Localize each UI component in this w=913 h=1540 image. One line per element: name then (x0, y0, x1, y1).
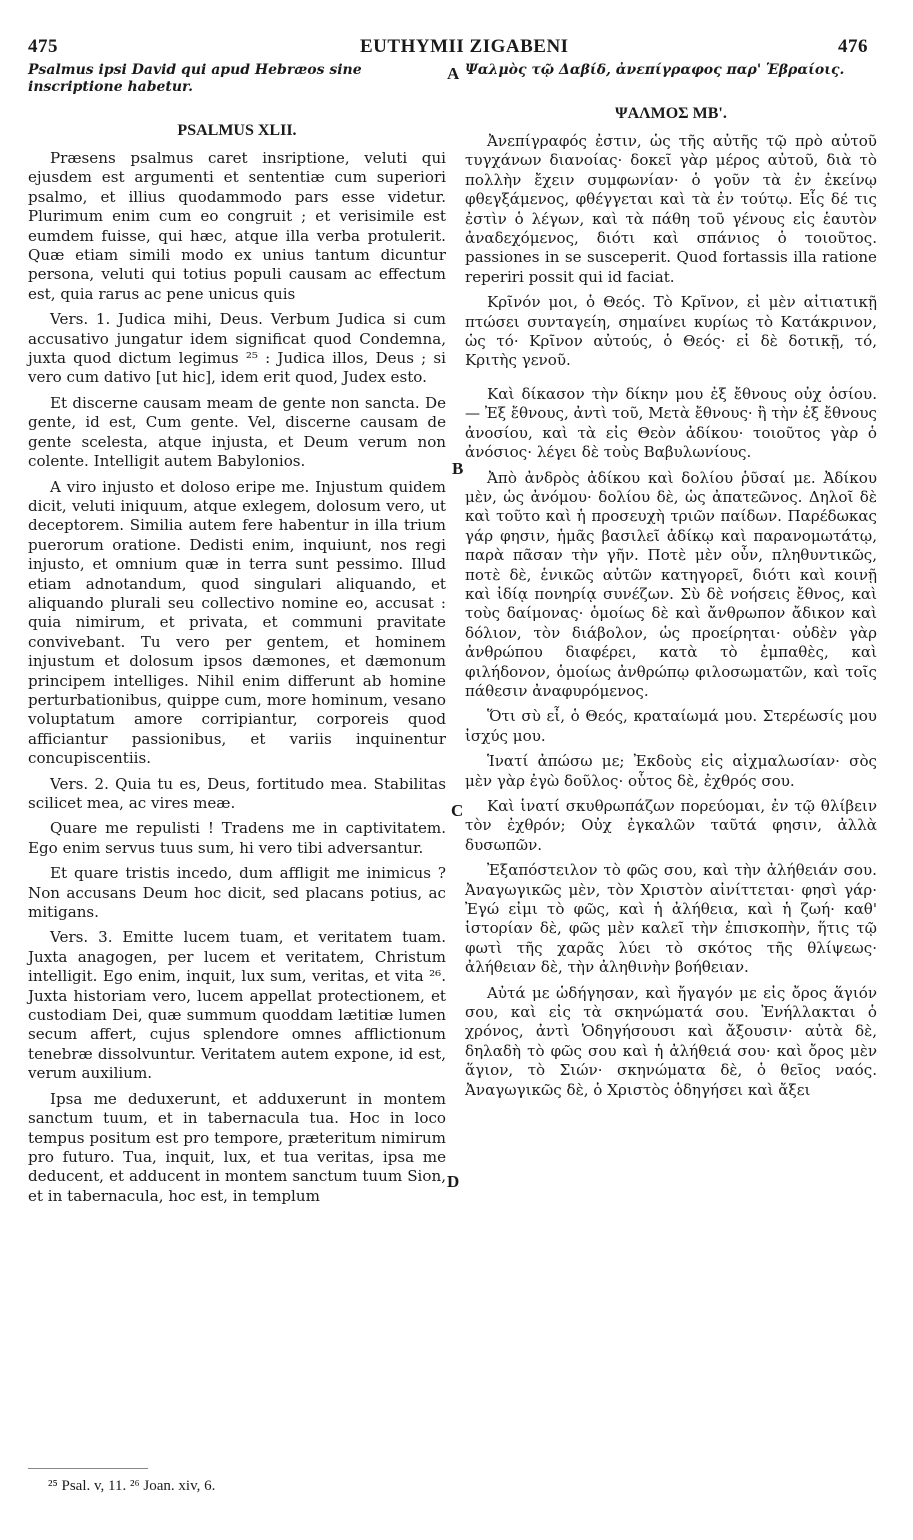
greek-paragraph: Ὅτι σὺ εἶ, ὁ Θεός, κραταίωμά μου. Στερέωσίς μου ἰσχύς μου. (465, 707, 877, 745)
latin-psalm-title: PSALMUS XLII. (177, 122, 297, 139)
latin-column (28, 62, 446, 1212)
greek-paragraph: Ἀπὸ ἀνδρὸς ἀδίκου καὶ δολίου ῥῦσαί με. Ἀδίκου μὲν, ὡς ἀνόμου· δολίου δὲ, ὡς ἀπατεῶνος. Δηλοῖ δὲ καὶ τοῦτο καὶ ἡ προσευχὴ τριῶν παίδων. Παρέδωκας γάρ φησιν, ἡμᾶς βασιλεῖ ἀδίκῳ καὶ παρανομωτάτῳ, παρὰ πᾶσαν τὴν γῆν. Ποτὲ μὲν οὖν, πληθυντικῶς, ποτὲ δὲ, ἑνικῶς αὐτῶν κατηγορεῖ, διότι καὶ κοινῇ καὶ ἰδίᾳ πονηρίᾳ συνέζων. Σὺ δὲ νοήσεις ἔθνος, καὶ τοὺς δαίμονας· ὁμοίως δὲ καὶ ἄνθρωπον ἄδικον καὶ δόλιον, τὸν διάβολον, ὡς προείρηται· οὐδὲν γὰρ ἀνθρώπου διαφέρει, κατὰ τὸ ἐμπαθὲς, καὶ φιλήδονον, ὁμοίως ἀνθρώπῳ φιλοσωματῶν, καὶ τοῖς πάθεσιν ἀναφυρόμενος. (465, 468, 877, 700)
margin-letter-a: A (447, 64, 460, 83)
greek-paragraph: Καὶ δίκασον τὴν δίκην μου ἐξ ἔθνους οὐχ ὁσίου. — Ἐξ ἔθνους, ἀντὶ τοῦ, Μετὰ ἔθνους· ἢ τὴν ἐξ ἔθνους ἀνοσίου, καὶ τὰ εἰς Θεὸν ἀδίκου· τοιοῦτος γὰρ ὁ ἀνόσιος· λέγει δὲ τοὺς Βαβυλωνίους. (465, 384, 877, 462)
latin-paragraph: Quare me repulisti ! Tradens me in captivitatem. Ego enim servus tuus sum, hi vero tibi adversantur. (28, 819, 446, 857)
footnotes: ²⁵ Psal. v, 11. ²⁶ Joan. xiv, 6. (48, 1478, 216, 1494)
greek-column (465, 62, 877, 1106)
greek-paragraph: Αὐτά με ὡδήγησαν, καὶ ἤγαγόν με εἰς ὄρος ἅγιόν σου, καὶ εἰς τὰ σκηνώματά σου. Ἐνήλλακται ὁ χρόνος, ἀντὶ Ὁδηγήσουσι καὶ ἄξουσιν· αὐτὰ δὲ, δηλαδὴ τὸ φῶς σου καὶ ἡ ἀλήθειά σου· καὶ ὄρος μὲν ἅγιον, τὸ Σιών· σκηνώματα δὲ, ὁ θεῖος ναός. Ἀναγωγικῶς δὲ, ὁ Χριστὸς ὁδηγήσει καὶ ἄξει (465, 983, 877, 1099)
page-number-right: 476 (838, 36, 868, 57)
greek-paragraph: Κρῖνόν μοι, ὁ Θεός. Τὸ Κρῖνον, εἰ μὲν αἰτιατικῇ πτώσει συνταγείη, σημαίνει κυρίως τὸ Κατάκρινον, ὡς τό· Κρῖνον αὐτούς, ὁ Θεός· εἰ δὲ δοτικῇ, τό, Κριτὴς γενοῦ. (465, 293, 877, 370)
latin-paragraph: Vers. 3. Emitte lucem tuam, et veritatem tuam. Juxta anagogen, per lucem et veritatem, Christum intelligit. Ego enim, inquit, lux sum, veritas, et vita ²⁶. Juxta historiam vero, lucem appellat protectionem, et custodiam Dei, quæ summum quoddam lætitiæ lumen secum affert, cujus splendore omnes afflictionum tenebræ dissolvuntur. Veritatem autem expone, id est, verum auxilium. (28, 928, 446, 1083)
greek-paragraph: Καὶ ἱνατί σκυθρωπάζων πορεύομαι, ἐν τῷ θλίβειν τὸν ἐχθρόν; Οὐχ ἐγκαλῶν ταῦτά φησιν, ἀλλὰ δυσωπῶν. (465, 797, 877, 854)
latin-paragraph: Et discerne causam meam de gente non sancta. De gente, id est, Cum gente. Vel, discerne causam de gente scelesta, atque injusta, et Deum verum non colente. Intelligit autem Babylonios. (28, 393, 446, 471)
latin-paragraph: Ipsa me deduxerunt, et adduxerunt in montem sanctum tuum, et in tabernacula tua. Hoc in loco tempus positum est pro tempore, præteritum nimirum pro futuro. Tua, inquit, lux, et tua veritas, ipsa me deducent, et adducent in montem sanctum tuum Sion, et in tabernacula, hoc est, in templum (28, 1089, 446, 1205)
greek-psalm-title: ΨΑΛΜΟΣ ΜΒ'. (615, 105, 727, 122)
page-number-left: 475 (28, 36, 58, 57)
margin-letter-c: C (451, 801, 464, 820)
greek-paragraph: Ἱνατί ἀπώσω με; Ἐκδοὺς εἰς αἰχμαλωσίαν· σὸς μὲν γὰρ ἐγὼ δοῦλος· οὗτος δὲ, ἐχθρός σου. (465, 752, 877, 790)
latin-paragraph: Præsens psalmus caret insriptione, veluti qui ejusdem est argumenti et sententiæ cum superiori psalmo, et illius quodammodo pars esse videtur. Plurimum enim cum eo congruit ; et verisimile est eumdem fuisse, qui hæc, atque illa verba protulerit. Quæ etiam simili modo ex unius tantum dicuntur persona, veluti qui totius populi causam ac effectum est, quia rarus ac pene unicus quis (28, 149, 446, 303)
latin-paragraph: Et quare tristis incedo, dum affligit me inimicus ? Non accusans Deum hoc dicit, sed placans potius, ac mitigans. (28, 864, 446, 922)
footnote-rule (28, 1468, 148, 1469)
greek-paragraph: Ἀνεπίγραφός ἐστιν, ὡς τῆς αὐτῆς τῷ πρὸ αὐτοῦ τυγχάνων διανοίας· δοκεῖ γὰρ μέρος αὐτοῦ, διὰ τὸ πολλὴν ἔχειν συμφωνίαν· ὁ γοῦν τὰ ἐν ἐκείνῳ φθεγξάμενος, φθέγγεται καὶ τὰ ἐν τούτῳ. Εἷς δέ τις ἐστὶν ὁ λέγων, καὶ τὰ πάθη τοῦ γένους εἰς ἑαυτὸν ἀναδεχόμενος, διότι καὶ σπάνιος ὁ τοιοῦτος. passiones in se susceperit. Quod fortassis illa ratione reperiri possit qui id faciat. (465, 132, 877, 286)
latin-paragraph: A viro injusto et doloso eripe me. Injustum quidem dicit, veluti iniquum, atque exlegem, dolosum vero, ut deceptorem. Similia autem fere habentur in illa trium puerorum oratione. Dedisti enim, inquiunt, nos regi injusto, et omnium quæ in terra sunt pessimo. Illud etiam adnotandum, quod singulari aliquando, et aliquando plurali seu collectivo nomine eo, accusat : quia nimirum, et privata, et communi pravitate convivebant. Tu vero per gentem, et hominem injustum et dolosum ipsos dæmones, et dæmonum principem intelliges. Nihil enim differunt ab homine perturbationibus, quippe cum, more hominum, vesano voluptatum amore corripiantur, corporeis quod afficiantur passionibus, et variis inquinentur concupiscentiis. (28, 477, 446, 768)
greek-subtitle: Ψαλμὸς τῷ Δαβίδ, ἀνεπίγραφος παρ' Ἑβραίοις. (465, 62, 845, 78)
margin-letter-b: B (452, 459, 464, 478)
running-title: EUTHYMII ZIGABENI (360, 36, 569, 57)
greek-paragraph: Ἐξαπόστειλον τὸ φῶς σου, καὶ τὴν ἀλήθειάν σου. Ἀναγωγικῶς μὲν, τὸν Χριστὸν αἰνίττεται· φησὶ γάρ· Ἐγώ εἰμι τὸ φῶς, καὶ ἡ ἀλήθεια, καὶ ἡ ζωή· καθ' ἱστορίαν δὲ, φῶς μὲν καλεῖ τὴν ἐπισκοπὴν, ἥτις τῷ φωτὶ τῆς χαρᾶς λύει τὸ σκότος τῆς θλίψεως· ἀλήθειαν δὲ, τὴν ἀληθινὴν βοήθειαν. (465, 861, 877, 977)
margin-letter-d: D (447, 1172, 460, 1191)
latin-subtitle: Psalmus ipsi David qui apud Hebræos sine inscriptione habetur. (28, 62, 362, 95)
latin-paragraph: Vers. 2. Quia tu es, Deus, fortitudo mea. Stabilitas scilicet mea, ac vires meæ. (28, 774, 446, 812)
latin-paragraph: Vers. 1. Judica mihi, Deus. Verbum Judica si cum accusativo jungatur idem significat quod Condemna, juxta quod dictum legimus ²⁵ : Judica illos, Deus ; si vero cum dativo [ut hic], idem erit quod, Judex esto. (28, 310, 446, 387)
